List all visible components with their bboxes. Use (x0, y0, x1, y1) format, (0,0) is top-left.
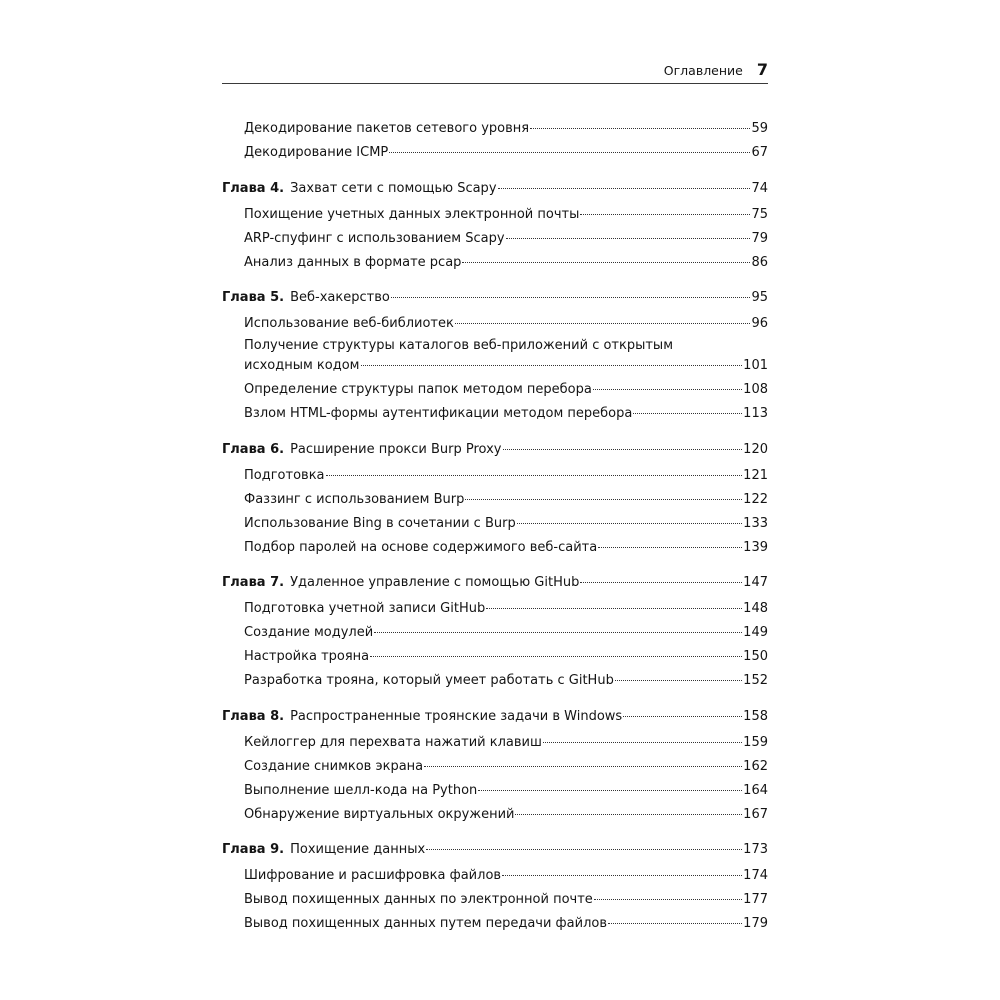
section-entry[interactable] (222, 512, 768, 536)
dot-leader (515, 814, 742, 815)
section-title: Подготовка (244, 467, 325, 483)
section-page-number: 162 (743, 758, 768, 774)
section-title: Подбор паролей на основе содержимого веб-сайта (244, 539, 598, 555)
section-entry[interactable] (222, 621, 768, 645)
section-title: Анализ данных в формате pcap (244, 254, 462, 270)
section-title: Создание модулей (244, 625, 374, 640)
section-page-number: 96 (751, 316, 768, 331)
dot-leader (455, 323, 751, 324)
section-title: Вывод похищенных данных путем передачи файлов (244, 916, 608, 931)
section-page-number: 67 (751, 145, 768, 160)
section-entry[interactable] (222, 251, 768, 275)
section-title: Использование веб-библиотек (244, 316, 454, 331)
section-entry[interactable] (222, 755, 768, 779)
chapter-page-number: 74 (751, 180, 768, 196)
chapter-page-number: 120 (743, 441, 768, 457)
chapter-entry[interactable] (222, 438, 768, 462)
section-title: Кейлоггер для перехвата нажатий клавиш (244, 734, 542, 750)
chapter-entry[interactable] (222, 705, 768, 729)
section-page-number: 133 (743, 515, 768, 531)
section-entry[interactable] (222, 117, 768, 141)
dot-leader (389, 152, 750, 153)
section-entry[interactable] (222, 645, 768, 669)
section-page-number: 79 (751, 230, 768, 246)
section-entry[interactable] (222, 779, 768, 803)
dot-leader (633, 413, 742, 414)
section-title: Декодирование ICMP (244, 145, 389, 160)
section-page-number: 121 (743, 467, 768, 483)
section-page-number: 139 (743, 539, 768, 555)
dot-leader (623, 716, 742, 717)
dot-leader (326, 475, 743, 476)
section-page-number: 152 (743, 673, 768, 688)
section-entry[interactable] (222, 312, 768, 336)
section-entry[interactable] (222, 864, 768, 888)
dot-leader (478, 790, 742, 791)
section-page-number: 164 (743, 782, 768, 798)
section-entry[interactable] (222, 597, 768, 621)
section-page-number: 174 (743, 868, 768, 883)
dot-leader (426, 849, 742, 850)
section-title: ARP-спуфинг с использованием Scapy (244, 230, 505, 246)
dot-leader (465, 499, 742, 500)
chapter-page-number: 147 (743, 575, 768, 590)
section-entry[interactable] (222, 803, 768, 827)
section-title: Выполнение шелл-кода на Python (244, 782, 478, 798)
chapter-block (222, 177, 768, 275)
dot-leader (374, 632, 742, 633)
dot-leader (530, 128, 750, 129)
chapter-page-number: 95 (751, 290, 768, 305)
dot-leader (502, 875, 742, 876)
chapter-block (222, 117, 768, 165)
chapter-block (222, 286, 768, 426)
section-title: Взлом HTML-формы аутентификации методом перебора (244, 406, 633, 421)
chapter-title: Удаленное управление с помощью GitHub (290, 575, 580, 590)
section-page-number: 101 (743, 358, 768, 373)
dot-leader (615, 680, 742, 681)
section-entry[interactable] (222, 731, 768, 755)
chapter-label: Глава 6. (222, 441, 285, 457)
section-entry[interactable] (222, 141, 768, 165)
dot-leader (598, 547, 742, 548)
dot-leader (517, 523, 742, 524)
section-entry[interactable] (222, 336, 768, 378)
dot-leader (361, 365, 743, 366)
section-title: Настройка трояна (244, 649, 370, 664)
dot-leader (424, 766, 742, 767)
section-title: Обнаружение виртуальных окружений (244, 806, 515, 822)
dot-leader (580, 214, 750, 215)
page-number: 7 (756, 60, 768, 79)
section-title: Похищение учетных данных электронной почты (244, 206, 580, 222)
chapter-label: Глава 5. (222, 290, 285, 305)
section-title: Определение структуры папок методом перебора (244, 382, 592, 397)
section-page-number: 150 (743, 649, 768, 664)
chapter-title: Похищение данных (290, 842, 426, 857)
section-entry[interactable] (222, 227, 768, 251)
section-page-number: 159 (743, 734, 768, 750)
chapter-entry[interactable] (222, 177, 768, 201)
section-title: Получение структуры каталогов веб-приложений с открытым (244, 338, 674, 353)
section-entry[interactable] (222, 888, 768, 912)
dot-leader (486, 608, 742, 609)
dot-leader (462, 262, 750, 263)
chapter-label: Глава 8. (222, 708, 285, 724)
section-entry[interactable] (222, 912, 768, 936)
running-head-title: Оглавление (663, 63, 743, 78)
section-title-continuation-line (244, 356, 768, 378)
dot-leader (506, 238, 751, 239)
chapter-block (222, 705, 768, 827)
section-page-number: 59 (751, 121, 768, 136)
table-of-contents (222, 119, 768, 948)
section-title: Разработка трояна, который умеет работать с GitHub (244, 673, 614, 688)
section-title-continuation: исходным кодом (244, 358, 360, 373)
section-entry[interactable] (222, 669, 768, 693)
section-page-number: 167 (743, 806, 768, 822)
dot-leader (498, 188, 751, 189)
section-page-number: 75 (751, 206, 768, 222)
section-page-number: 86 (751, 254, 768, 270)
chapter-entry[interactable] (222, 286, 768, 310)
dot-leader (370, 656, 742, 657)
section-title: Шифрование и расшифровка файлов (244, 868, 502, 883)
chapter-block (222, 438, 768, 560)
chapter-label: Глава 7. (222, 575, 285, 590)
chapter-page-number: 173 (743, 842, 768, 857)
section-entry[interactable] (222, 536, 768, 560)
running-head (222, 60, 768, 82)
section-title: Вывод похищенных данных по электронной почте (244, 892, 593, 907)
section-page-number: 108 (743, 382, 768, 397)
section-title: Декодирование пакетов сетевого уровня (244, 121, 530, 136)
chapter-entry[interactable] (222, 571, 768, 595)
chapter-title: Захват сети с помощью Scapy (290, 180, 497, 196)
section-page-number: 122 (743, 491, 768, 507)
section-title: Создание снимков экрана (244, 758, 424, 774)
chapter-title: Распространенные троянские задачи в Windows (290, 708, 623, 724)
section-page-number: 148 (743, 601, 768, 616)
chapter-label: Глава 9. (222, 842, 285, 857)
dot-leader (608, 923, 742, 924)
chapter-block (222, 838, 768, 936)
dot-leader (594, 899, 742, 900)
section-title: Использование Bing в сочетании с Burp (244, 515, 516, 531)
chapter-label: Глава 4. (222, 180, 285, 196)
chapter-title: Веб-хакерство (290, 290, 390, 305)
section-entry[interactable] (222, 402, 768, 426)
chapter-page-number: 158 (743, 708, 768, 724)
section-entry[interactable] (222, 378, 768, 402)
dot-leader (503, 449, 743, 450)
section-page-number: 113 (743, 406, 768, 421)
section-page-number: 177 (743, 892, 768, 907)
section-title: Подготовка учетной записи GitHub (244, 601, 486, 616)
section-title: Фаззинг с использованием Burp (244, 491, 465, 507)
section-page-number: 179 (743, 916, 768, 931)
chapter-title: Расширение прокси Burp Proxy (290, 441, 502, 457)
dot-leader (391, 297, 751, 298)
section-entry[interactable] (222, 488, 768, 512)
header-rule (222, 83, 768, 84)
dot-leader (593, 389, 742, 390)
section-page-number: 149 (743, 625, 768, 640)
dot-leader (580, 582, 742, 583)
dot-leader (543, 742, 742, 743)
chapter-entry[interactable] (222, 838, 768, 862)
section-entry[interactable] (222, 464, 768, 488)
section-entry[interactable] (222, 203, 768, 227)
chapter-block (222, 571, 768, 693)
